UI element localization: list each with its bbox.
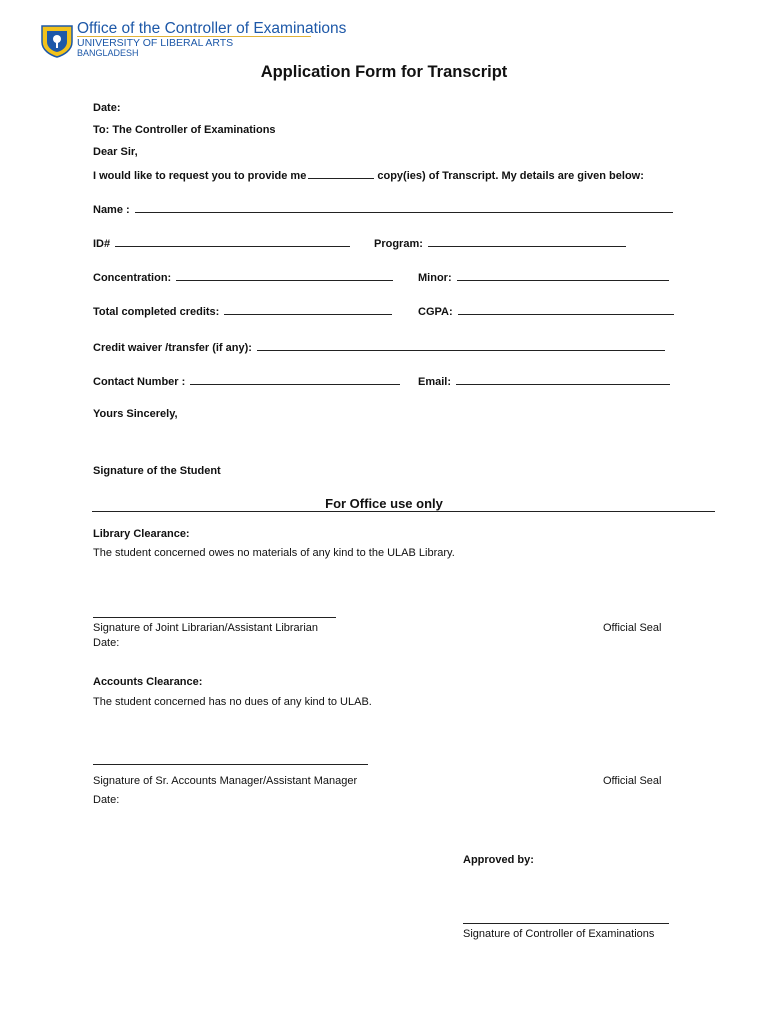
- library-official-seal: Official Seal: [603, 622, 662, 634]
- copies-field[interactable]: [308, 168, 374, 179]
- cgpa-label: CGPA:: [418, 306, 453, 318]
- university-name: UNIVERSITY OF LIBERAL ARTS: [77, 37, 234, 49]
- minor-label: Minor:: [418, 272, 452, 284]
- concentration-label: Concentration:: [93, 272, 172, 284]
- office-use-divider: [92, 511, 715, 512]
- name-label: Name :: [93, 204, 130, 216]
- accounts-statement: The student concerned has no dues of any kind to ULAB.: [93, 696, 372, 708]
- name-row: [93, 202, 673, 216]
- accounts-date-label: Date:: [93, 794, 120, 806]
- credits-row: [93, 304, 392, 318]
- email-row: [418, 374, 670, 388]
- closing-yours: Yours Sincerely,: [93, 408, 178, 420]
- accounts-official-seal: Official Seal: [603, 775, 662, 787]
- controller-signature-line[interactable]: [463, 923, 669, 924]
- id-row: [93, 236, 350, 250]
- accounts-signature-label: Signature of Sr. Accounts Manager/Assistant Manager: [93, 775, 358, 787]
- accounts-signature-line[interactable]: [93, 764, 368, 765]
- approved-by-label: Approved by:: [463, 854, 534, 866]
- shield-icon: [40, 24, 74, 58]
- controller-signature-label: Signature of Controller of Examinations: [463, 928, 655, 940]
- program-row: [374, 236, 626, 250]
- cgpa-row: [418, 304, 674, 318]
- id-label: ID#: [93, 238, 111, 250]
- university-country: BANGLADESH: [77, 48, 139, 58]
- id-field[interactable]: [115, 236, 350, 247]
- request-text-after: copy(ies) of Transcript. My details are given below:: [377, 170, 644, 182]
- name-field[interactable]: [135, 202, 673, 213]
- office-use-heading: For Office use only: [325, 496, 443, 511]
- email-label: Email:: [418, 376, 452, 388]
- office-name: Office of the Controller of Examinations: [77, 20, 347, 37]
- waiver-row: [93, 340, 665, 354]
- contact-row: [93, 374, 400, 388]
- page-title: Application Form for Transcript: [260, 63, 508, 81]
- accounts-heading: Accounts Clearance:: [93, 676, 203, 688]
- program-label: Program:: [374, 238, 423, 250]
- cgpa-field[interactable]: [458, 304, 674, 315]
- contact-label: Contact Number :: [93, 376, 186, 388]
- contact-field[interactable]: [190, 374, 400, 385]
- librarian-signature-label: Signature of Joint Librarian/Assistant Librarian: [93, 622, 319, 634]
- waiver-label: Credit waiver /transfer (if any):: [93, 342, 252, 354]
- credits-field[interactable]: [224, 304, 392, 315]
- request-sentence: [93, 168, 644, 182]
- minor-row: [418, 270, 669, 284]
- program-field[interactable]: [428, 236, 626, 247]
- student-signature-label: Signature of the Student: [93, 465, 221, 477]
- waiver-field[interactable]: [257, 340, 665, 351]
- salutation: Dear Sir,: [93, 146, 138, 158]
- request-text-before: I would like to request you to provide me: [93, 170, 307, 182]
- library-statement: The student concerned owes no materials of any kind to the ULAB Library.: [93, 547, 455, 559]
- addressee: To: The Controller of Examinations: [93, 124, 276, 136]
- library-heading: Library Clearance:: [93, 528, 190, 540]
- concentration-row: [93, 270, 393, 284]
- credits-label: Total completed credits:: [93, 306, 220, 318]
- email-field[interactable]: [456, 374, 670, 385]
- concentration-field[interactable]: [176, 270, 393, 281]
- date-label: Date:: [93, 102, 121, 114]
- library-date-label: Date:: [93, 637, 120, 649]
- minor-field[interactable]: [457, 270, 669, 281]
- librarian-signature-line[interactable]: [93, 617, 336, 618]
